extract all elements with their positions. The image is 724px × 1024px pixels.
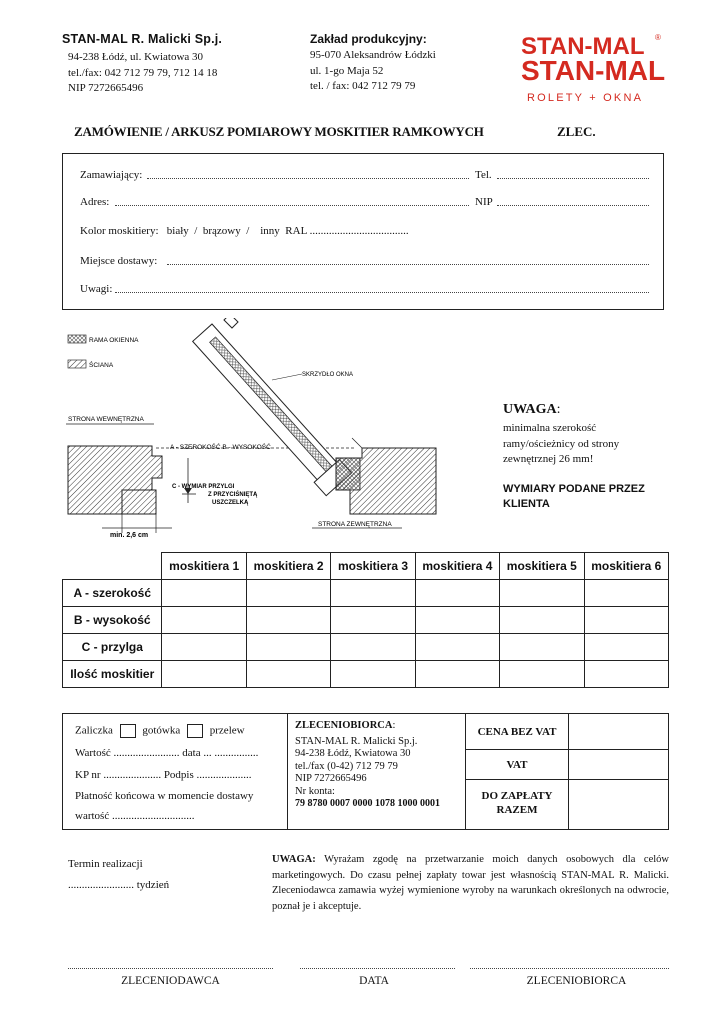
table-row [63, 634, 669, 661]
legend-frame-label: RAMA OKIENNA [89, 337, 139, 344]
table-cell[interactable] [331, 634, 415, 661]
order-details-box [62, 153, 664, 310]
company-logo [515, 28, 665, 108]
net-price-field[interactable] [569, 714, 668, 750]
note-line-2: ramy/ościeżnicy od strony [503, 437, 620, 450]
delivery-place-label: Miejsce dostawy: [80, 255, 158, 267]
note-title [503, 402, 561, 418]
table-cell[interactable] [246, 634, 330, 661]
table-cell[interactable] [415, 661, 499, 688]
kp-signature-field[interactable]: KP nr ..................... Podpis .................... [75, 769, 252, 781]
table-cell[interactable] [331, 580, 415, 607]
note-body [503, 421, 619, 468]
contractor-line-2: 94-238 Łódź, Kwiatowa 30 [295, 748, 411, 759]
table-cell[interactable] [584, 634, 668, 661]
payment-left-panel [63, 714, 288, 829]
column-header: moskitiera 6 [584, 553, 668, 580]
notes-label: Uwagi: [80, 283, 113, 295]
table-cell[interactable] [246, 661, 330, 688]
logo-graphic [515, 28, 665, 108]
company-nip: NIP 7272665496 [68, 82, 144, 94]
legend-wall-swatch [68, 360, 86, 368]
row-header: B - wysokość [63, 607, 162, 634]
completion-term-label: Termin realizacji [68, 858, 143, 870]
measurement-table [62, 552, 669, 688]
cash-label: gotówka [142, 724, 181, 737]
plant-address-line2: ul. 1-go Maja 52 [310, 64, 384, 77]
date-signature-label: DATA [359, 975, 389, 987]
table-cell[interactable] [162, 661, 246, 688]
client-field[interactable] [147, 178, 469, 179]
contractor-signature-label: ZLECENIOBIORCA [526, 975, 627, 987]
plant-phone: tel. / fax: 042 712 79 79 [310, 80, 416, 92]
table-cell[interactable] [331, 607, 415, 634]
table-header-row [63, 553, 669, 580]
table-cell[interactable] [584, 661, 668, 688]
table-cell[interactable] [246, 607, 330, 634]
dimension-ab-label: A - SZEROKOŚĆ B - WYSOKOŚĆ [170, 444, 271, 451]
cash-checkbox[interactable] [120, 724, 136, 738]
row-header: Ilość moskitier [63, 661, 162, 688]
contractor-line-4: NIP 7272665496 [295, 773, 367, 784]
transfer-checkbox[interactable] [187, 724, 203, 738]
company-address [68, 50, 250, 97]
legend-wall-label: ŚCIANA [89, 362, 114, 369]
min-dimension-label: min. 2,6 cm [110, 532, 149, 539]
nip-field[interactable] [497, 205, 649, 206]
column-header: moskitiera 2 [246, 553, 330, 580]
notes-field[interactable] [115, 292, 649, 293]
consent-text: Wyrażam zgodę na przetwarzanie moich danych osobowych dla celów marketingowych. Do czasu pełnej zapłaty towar jest własnością STAN-MAL R. Malicki. Zleceniodawca zamawia wyżej wymienione wyroby na warunkach określonych na odwrocie, poznał je i akceptuje. [272, 854, 669, 912]
column-header: moskitiera 5 [500, 553, 584, 580]
measurement-diagram [62, 318, 442, 540]
contractor-line-1: STAN-MAL R. Malicki Sp.j. [295, 735, 418, 747]
table-cell[interactable] [415, 634, 499, 661]
table-cell[interactable] [415, 580, 499, 607]
table-row [63, 661, 669, 688]
column-header: moskitiera 1 [162, 553, 246, 580]
table-cell[interactable] [584, 580, 668, 607]
row-header: A - szerokość [63, 580, 162, 607]
table-corner-cell [63, 553, 162, 580]
table-cell[interactable] [500, 580, 584, 607]
c-label-2: Z PRZYCIŚNIĘTĄ [208, 492, 258, 498]
table-cell[interactable] [162, 607, 246, 634]
company-name: STAN-MAL R. Malicki Sp.j. [62, 32, 223, 46]
form-title: ZAMÓWIENIE / ARKUSZ POMIAROWY MOSKITIER RAMKOWYCH [74, 124, 484, 139]
contractor-signature-line[interactable] [470, 968, 669, 969]
contractor-title-colon: : [392, 720, 396, 731]
contractor-panel [288, 714, 466, 829]
table-cell[interactable] [500, 634, 584, 661]
client-signature-line[interactable] [68, 968, 273, 969]
logo-tagline: ROLETY + OKNA [527, 92, 644, 104]
total-label [466, 780, 568, 817]
bank-account: 79 8780 0007 0000 1078 1000 0001 [295, 798, 440, 809]
consent-clause [272, 852, 669, 914]
c-label-3: USZCZELKĄ [212, 500, 249, 506]
totals-values-panel [569, 714, 668, 829]
delivery-place-field[interactable] [167, 264, 649, 265]
value-date-field[interactable]: Wartość ........................ data ... ................ [75, 747, 259, 759]
final-value-field[interactable]: wartość .............................. [75, 810, 195, 822]
logo-brand-upper: STAN-MAL [521, 33, 645, 60]
note-title-text: UWAGA [503, 402, 557, 417]
client-label: Zamawiający: [80, 169, 143, 181]
consent-label: UWAGA: [272, 854, 316, 865]
contractor-title [295, 720, 465, 733]
table-cell[interactable] [415, 607, 499, 634]
row-header: C - przylga [63, 634, 162, 661]
table-row [63, 607, 669, 634]
color-field[interactable]: Kolor moskitiery: biały / brązowy / inny RAL .................................... [80, 225, 409, 237]
c-label: C - WYMIAR PRZYLGI [172, 484, 235, 490]
plant-title: Zakład produkcyjny: [310, 32, 427, 46]
vat-label: VAT [466, 750, 568, 780]
table-cell[interactable] [584, 607, 668, 634]
totals-labels-panel [466, 714, 569, 829]
plant-address-line1: 95-070 Aleksandrów Łódzki [310, 49, 436, 61]
tel-label: Tel. [475, 169, 492, 181]
advance-label: Zaliczka [75, 724, 113, 737]
address-field[interactable] [115, 205, 469, 206]
contractor-title-text: ZLECENIOBIORCA [295, 720, 393, 731]
tel-field[interactable] [497, 178, 649, 179]
table-cell[interactable] [162, 634, 246, 661]
outer-side-label: STRONA ZEWNĘTRZNA [318, 521, 392, 528]
legend-frame-swatch [68, 335, 86, 343]
contractor-line-3: tel./fax (0-42) 712 79 79 [295, 760, 398, 772]
total-label-line-2: RAZEM [496, 804, 538, 816]
vat-field[interactable] [569, 750, 668, 780]
payment-box [62, 713, 669, 830]
note-line-3: zewnętrznej 26 mm! [503, 453, 594, 465]
column-header: moskitiera 4 [415, 553, 499, 580]
plant-address [310, 48, 436, 95]
column-header: moskitiera 3 [331, 553, 415, 580]
table-cell[interactable] [162, 580, 246, 607]
logo-brand-lower: STAN-MAL [521, 55, 665, 86]
date-signature-line[interactable] [300, 968, 455, 969]
note-line-1: minimalna szerokość [503, 422, 597, 434]
company-phone: tel./fax: 042 712 79 79, 712 14 18 [68, 66, 218, 79]
logo-registered: ® [655, 33, 661, 42]
table-cell[interactable] [246, 580, 330, 607]
note-bold-line-1: WYMIARY PODANE PRZEZ [503, 483, 645, 495]
net-price-label: CENA BEZ VAT [466, 714, 568, 750]
order-number-label: ZLEC. [557, 124, 596, 139]
advance-row [75, 724, 245, 738]
inner-side-label: STRONA WEWNĘTRZNA [68, 416, 144, 423]
table-row [63, 580, 669, 607]
note-title-colon: : [556, 402, 561, 417]
window-sash [190, 321, 352, 495]
client-signature-label: ZLECENIODAWCA [121, 975, 220, 987]
address-label: Adres: [80, 196, 110, 208]
completion-weeks-field[interactable]: ........................ tydzień [68, 879, 170, 891]
total-label-line-1: DO ZAPŁATY [481, 790, 553, 802]
company-address-line: 94-238 Łódź, ul. Kwiatowa 30 [68, 51, 204, 63]
sash-label: SKRZYDŁO OKNA [302, 372, 354, 378]
table-cell[interactable] [331, 661, 415, 688]
transfer-label: przelew [209, 724, 245, 737]
table-cell[interactable] [500, 607, 584, 634]
nip-label: NIP [475, 196, 493, 208]
contractor-line-5: Nr konta: [295, 785, 335, 797]
total-field[interactable] [569, 780, 668, 827]
note-bold-line-2: KLIENTA [503, 498, 550, 510]
note-client-dimensions [503, 482, 645, 512]
final-payment-label: Płatność końcowa w momencie dostawy [75, 790, 254, 802]
table-cell[interactable] [500, 661, 584, 688]
